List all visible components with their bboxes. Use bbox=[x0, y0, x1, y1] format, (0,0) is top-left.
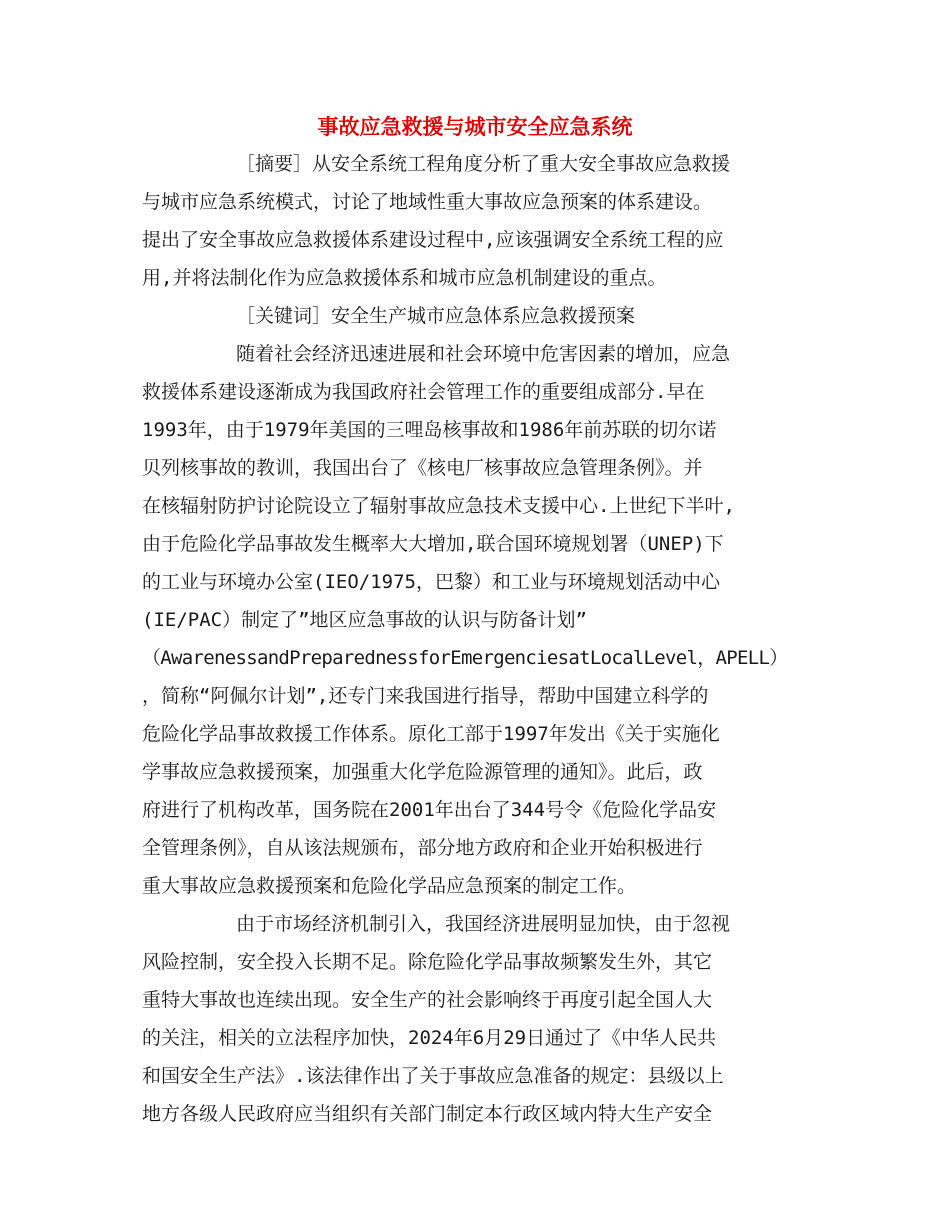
paragraph-1-line-6: 由于危险化学品事故发生概率大大增加,联合国环境规划署（UNEP)下 bbox=[142, 533, 724, 555]
paragraph-2-line-5: 和国安全生产法》.该法律作出了关于事故应急准备的规定：县级以上 bbox=[142, 1065, 724, 1087]
paragraph-1-line-7: 的工业与环境办公室(IEO/1975，巴黎）和工业与环境规划活动中心 bbox=[142, 571, 720, 593]
paragraph-1-line-14: 全管理条例》，自从该法规颁布，部分地方政府和企业开始积极进行 bbox=[142, 837, 703, 859]
paragraph-1-line-9: （AwarenessandPreparednessforEmergenciesatLocalLevel，APELL） bbox=[142, 647, 788, 669]
paragraph-1-line-12: 学事故应急救援预案，加强重大化学危险源管理的通知》。此后，政 bbox=[142, 761, 703, 783]
paragraph-2-line-3: 重特大事故也连续出现。安全生产的社会影响终于再度引起全国人大 bbox=[142, 989, 713, 1011]
paragraph-1-line-15: 重大事故应急救援预案和危险化学品应急预案的制定工作。 bbox=[142, 875, 637, 897]
paragraph-1-line-13: 府进行了机构改革，国务院在2001年出台了344号令《危险化学品安 bbox=[142, 799, 717, 821]
keywords-line: ［关键词］安全生产城市应急体系应急救援预案 bbox=[236, 305, 636, 327]
abstract-line-3: 提出了安全事故应急救援体系建设过程中,应该强调安全系统工程的应 bbox=[142, 229, 724, 251]
paragraph-1-line-10: ，简称“阿佩尔计划”,还专门来我国进行指导，帮助中国建立科学的 bbox=[142, 685, 709, 707]
document-title: 事故应急救援与城市安全应急系统 bbox=[317, 114, 633, 139]
abstract-line-4: 用,并将法制化作为应急救援体系和城市应急机制建设的重点。 bbox=[142, 267, 667, 289]
paragraph-1-line-11: 危险化学品事故救援工作体系。原化工部于1997年发出《关于实施化 bbox=[142, 723, 720, 745]
paragraph-2-line-1: 由于市场经济机制引入，我国经济进展明显加快，由于忽视 bbox=[236, 913, 731, 935]
paragraph-1-line-8: (IE/PAC）制定了”地区应急事故的认识与防备计划” bbox=[142, 609, 587, 631]
paragraph-1-line-5: 在核辐射防护讨论院设立了辐射事故应急技术支援中心.上世纪下半叶, bbox=[142, 495, 735, 517]
paragraph-2-line-6: 地方各级人民政府应当组织有关部门制定本行政区域内特大生产安全 bbox=[142, 1103, 713, 1125]
abstract-line-1: ［摘要］从安全系统工程角度分析了重大安全事故应急救援 bbox=[236, 153, 731, 175]
paragraph-1-line-2: 救援体系建设逐渐成为我国政府社会管理工作的重要组成部分.早在 bbox=[142, 381, 705, 403]
paragraph-2-line-4: 的关注，相关的立法程序加快，2024年6月29日通过了《中华人民共 bbox=[142, 1027, 717, 1049]
paragraph-1-line-3: 1993年，由于1979年美国的三哩岛核事故和1986年前苏联的切尔诺 bbox=[142, 419, 717, 441]
paragraph-1-line-1: 随着社会经济迅速进展和社会环境中危害因素的增加，应急 bbox=[236, 343, 731, 365]
paragraph-2-line-2: 风险控制，安全投入长期不足。除危险化学品事故频繁发生外，其它 bbox=[142, 951, 713, 973]
paragraph-1-line-4: 贝列核事故的教训，我国出台了《核电厂核事故应急管理条例》。并 bbox=[142, 457, 703, 479]
abstract-line-2: 与城市应急系统模式，讨论了地域性重大事故应急预案的体系建设。 bbox=[142, 191, 713, 213]
